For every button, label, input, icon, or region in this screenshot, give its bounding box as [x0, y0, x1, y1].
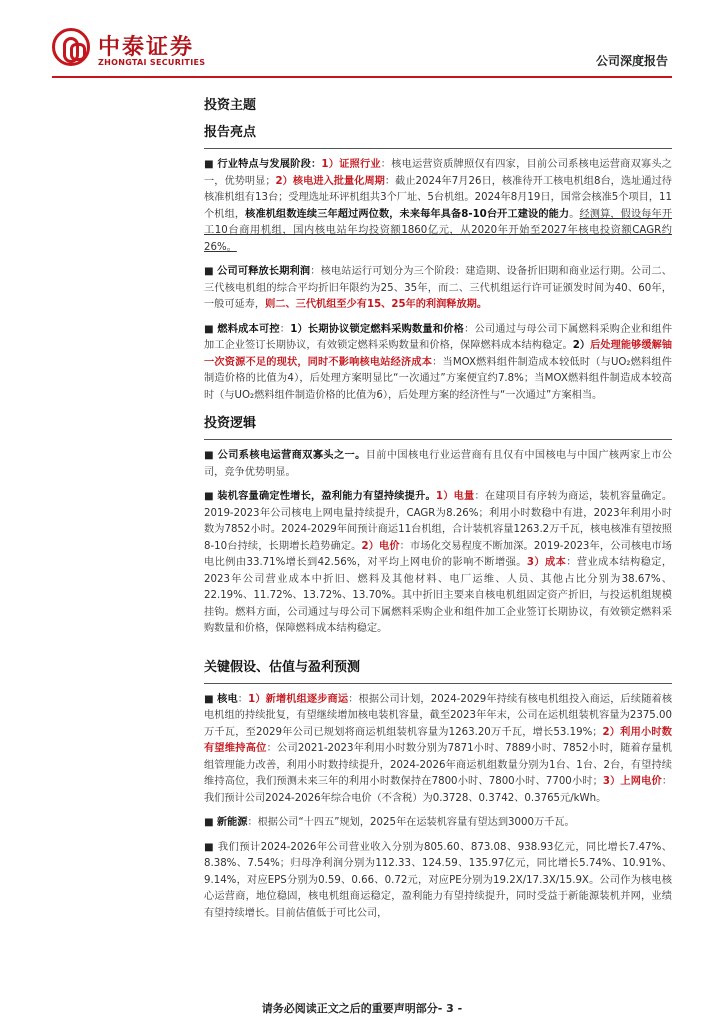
- paragraph-text: ：营业成本结构稳定，2023年公司营业成本中折旧、燃料及其他材料、电厂运维、人员、其他占比分别为38.67%、22.19%、11.72%、13.72%、13.70%。其中折旧主要来自核电机组固定资产折旧，与投运机组规模挂钩。燃料方面，公司通过与母公司下属燃料采购企业和组件加工企业签订长期协议，有效锁定燃料采购数量和价格，保障燃料成本结构稳定。: [204, 557, 673, 634]
- paragraph-text: 。: [569, 208, 580, 220]
- paragraph-text: ：当MOX燃料组件制造成本较低时（与UO₂燃料组件制造价格的比值为4），后处理方案明显比“一次通过”方案便宜约7.8%；当MOX燃料组件制造成本较高时（与UO₂燃料组件制造价格的比值为6），后处理方案的经济性与“一次通过”方案相当。: [204, 356, 672, 401]
- bold-text: 2）: [572, 340, 591, 351]
- paragraph-forecast: [204, 840, 672, 923]
- section-divider: [204, 683, 672, 684]
- paragraph-text: ：在建项目有序转为商运，装机容量确定。2019-2023年公司核电上网电量持续提升，CAGR为8.26%；利用小时数稳中有进，2023年利用小时数为7852小时。2024-2029年间预计商运11台机组，合计装机容量1263.2万千瓦，核电核准有望按照8-10台持续，长期增长趋势确定。: [204, 491, 673, 552]
- section-divider: [204, 148, 672, 149]
- bullet-square-icon: ■: [204, 266, 218, 277]
- paragraph-text: ：公司2021-2023年利用小时数分别为7871小时、7889小时、7852小时，随着存量机组管理能力改善，利用小时数持续提升，2024-2026年商运机组数量分别为1台、1台、2台，有望持续维持高位，我们预测未来三年的利用小时数保持在7800小时、7800小时、7700小时；: [204, 743, 673, 787]
- highlight-text: 2）利用小时数有望维持高位: [204, 726, 672, 754]
- highlight-text: 3）成本: [526, 557, 567, 568]
- paragraph-text: 目前中国核电行业运营商有且仅有中国核电与中国广核两家上市公司，竞争优势明显。: [204, 450, 672, 478]
- paragraph-lead: 新能源: [216, 817, 248, 828]
- paragraph-lead: 公司系核电运营商双寡头之一。: [217, 450, 366, 461]
- section-divider: [204, 439, 672, 440]
- paragraph-duopoly: [204, 448, 672, 481]
- paragraph-text: ：截止2024年7月26日，核准待开工核电机组8台，选址通过待核准机组有13台；受理选址环评机组共3个厂址、5台机组。2024年8月19日，国常会核准5个项目，11个机组，: [204, 175, 672, 220]
- paragraph-text: ：我们预计公司2024-2026年综合电价（不含税）为0.3728、0.3742、0.3765元/kWh。: [204, 776, 672, 804]
- bullet-square-icon: ■: [204, 817, 217, 828]
- paragraph-new-energy: [204, 815, 672, 832]
- paragraph-lead: 燃料成本可控: [217, 323, 280, 335]
- bullet-square-icon: ■: [204, 693, 218, 705]
- paragraph-text: ：根据公司“十四五”规划，2025年在运装机容量有望达到3000万千瓦。: [247, 817, 575, 828]
- paragraph-lead: 行业特点与发展阶段：: [217, 159, 322, 170]
- highlight-text: 则二、三代机组至少有15、25年的利润释放期。: [265, 299, 488, 310]
- paragraph-lead: 公司可释放长期利润: [217, 266, 311, 277]
- logo-emblem-icon: [52, 28, 90, 66]
- page-header: [0, 0, 724, 80]
- underlined-text: 经测算，假设每年开工10台商用机组，国内核电站年均投资额1860亿元，从2020年开始至2027年核电投资额CAGR约26%。: [204, 208, 673, 253]
- report-type-label: 公司深度报告: [595, 54, 668, 68]
- paragraph-text: ：: [279, 323, 291, 335]
- bullet-square-icon: ■: [204, 323, 218, 335]
- highlight-text: 1）新增机组逐步商运: [248, 693, 349, 705]
- paragraph-capacity-growth: [204, 489, 672, 638]
- highlight-text: 2）电价: [361, 540, 400, 552]
- bullet-square-icon: ■: [204, 491, 218, 502]
- bullet-square-icon: ■: [204, 159, 218, 170]
- section-title-logic: 投资逻辑: [204, 416, 257, 431]
- paragraph-nuclear: [204, 692, 672, 808]
- page-footer: 请务必阅读正文之后的重要声明部分- 3 -: [261, 1002, 463, 1015]
- highlight-text: 2）核电进入批量化周期: [275, 175, 385, 187]
- paragraph-lead: 装机容量确定性增长，盈利能力有望持续提升。: [217, 491, 436, 502]
- main-content: [204, 94, 672, 930]
- paragraph-text: ：: [237, 693, 249, 705]
- spacer: [204, 646, 672, 656]
- bullet-square-icon: ■: [204, 450, 218, 461]
- highlight-text: 后处理能够缓解铀一次资源不足的现状，同时不影响核电站经济成本: [204, 340, 673, 368]
- paragraph-text: ：根据公司计划，2024-2029年持续有核电机组投入商运，后续随着核电机组的持续批复，有望继续增加核电装机容量，截至2023年年末，公司在运机组装机容量为2375.00万千瓦，至2029年公司已规划将商运机组装机容量为1263.20万千瓦，增长53.19%；: [204, 693, 673, 738]
- company-logo: [52, 28, 224, 72]
- section-title-assumptions: 关键假设、估值与盈利预测: [204, 659, 361, 675]
- section-title-topic: 投资主题: [204, 98, 257, 113]
- highlight-text: 1）电量: [435, 491, 475, 502]
- paragraph-industry: [204, 157, 672, 256]
- paragraph-fuel-cost: [204, 322, 672, 405]
- logo-chinese-name: 中泰证券: [98, 35, 195, 60]
- highlight-text: 3）上网电价: [602, 776, 662, 787]
- paragraph-text: ：核电运营资质牌照仅有四家，目前公司系核电运营商双寡头之一，优势明显；: [204, 159, 672, 187]
- logo-english-name: ZHONGTAI SECURITIES: [98, 58, 206, 67]
- paragraph-text: ：公司通过与母公司下属燃料采购企业和组件加工企业签订长期协议，有效锁定燃料采购数量和价格，保障燃料成本结构稳定。: [204, 323, 673, 351]
- paragraph-text: ：核电站运行可划分为三个阶段：建造期、设备折旧期和商业运行期。公司二、三代核电机组的综合平均折旧年限约为25、35年，而二、三代机组运行许可证颁发时间为40、60年，一般可延寿，: [204, 266, 672, 310]
- highlight-text: 1）证照行业: [321, 159, 381, 170]
- bold-text: 1）长期协议锁定燃料采购数量和价格: [290, 323, 465, 335]
- paragraph-lead: 核电: [217, 693, 238, 705]
- header-divider: [52, 76, 672, 78]
- section-title-highlights: 报告亮点: [204, 125, 257, 140]
- paragraph-text: ：市场化交易程度不断加深。2019-2023年，公司核电市场电比例由33.71%增长到42.56%，对平均上网电价的影响不断增强。: [204, 540, 672, 568]
- bold-text: 核准机组数连续三年超过两位数，未来每年具备8-10台开工建设的能力: [245, 208, 570, 220]
- bullet-square-icon: ■: [204, 841, 218, 853]
- paragraph-long-term-profit: [204, 264, 672, 314]
- paragraph-text: 我们预计2024-2026年公司营业收入分别为805.60、873.08、938.93亿元，同比增长7.47%、8.38%、7.54%；归母净利润分别为112.33、124.59、135.97亿元，同比增长5.74%、10.91%、9.14%，对应EPS分别为0.59、0.66、0.72元，对应PE分别为19.2X/17.3X/15.9X。公司作为核电核心运营商，地位稳固，核电机组商运稳定，盈利能力有望持续提升，同时受益于新能源装机并网，业绩有望持续增长。目前估值低于可比公司，: [204, 841, 672, 919]
